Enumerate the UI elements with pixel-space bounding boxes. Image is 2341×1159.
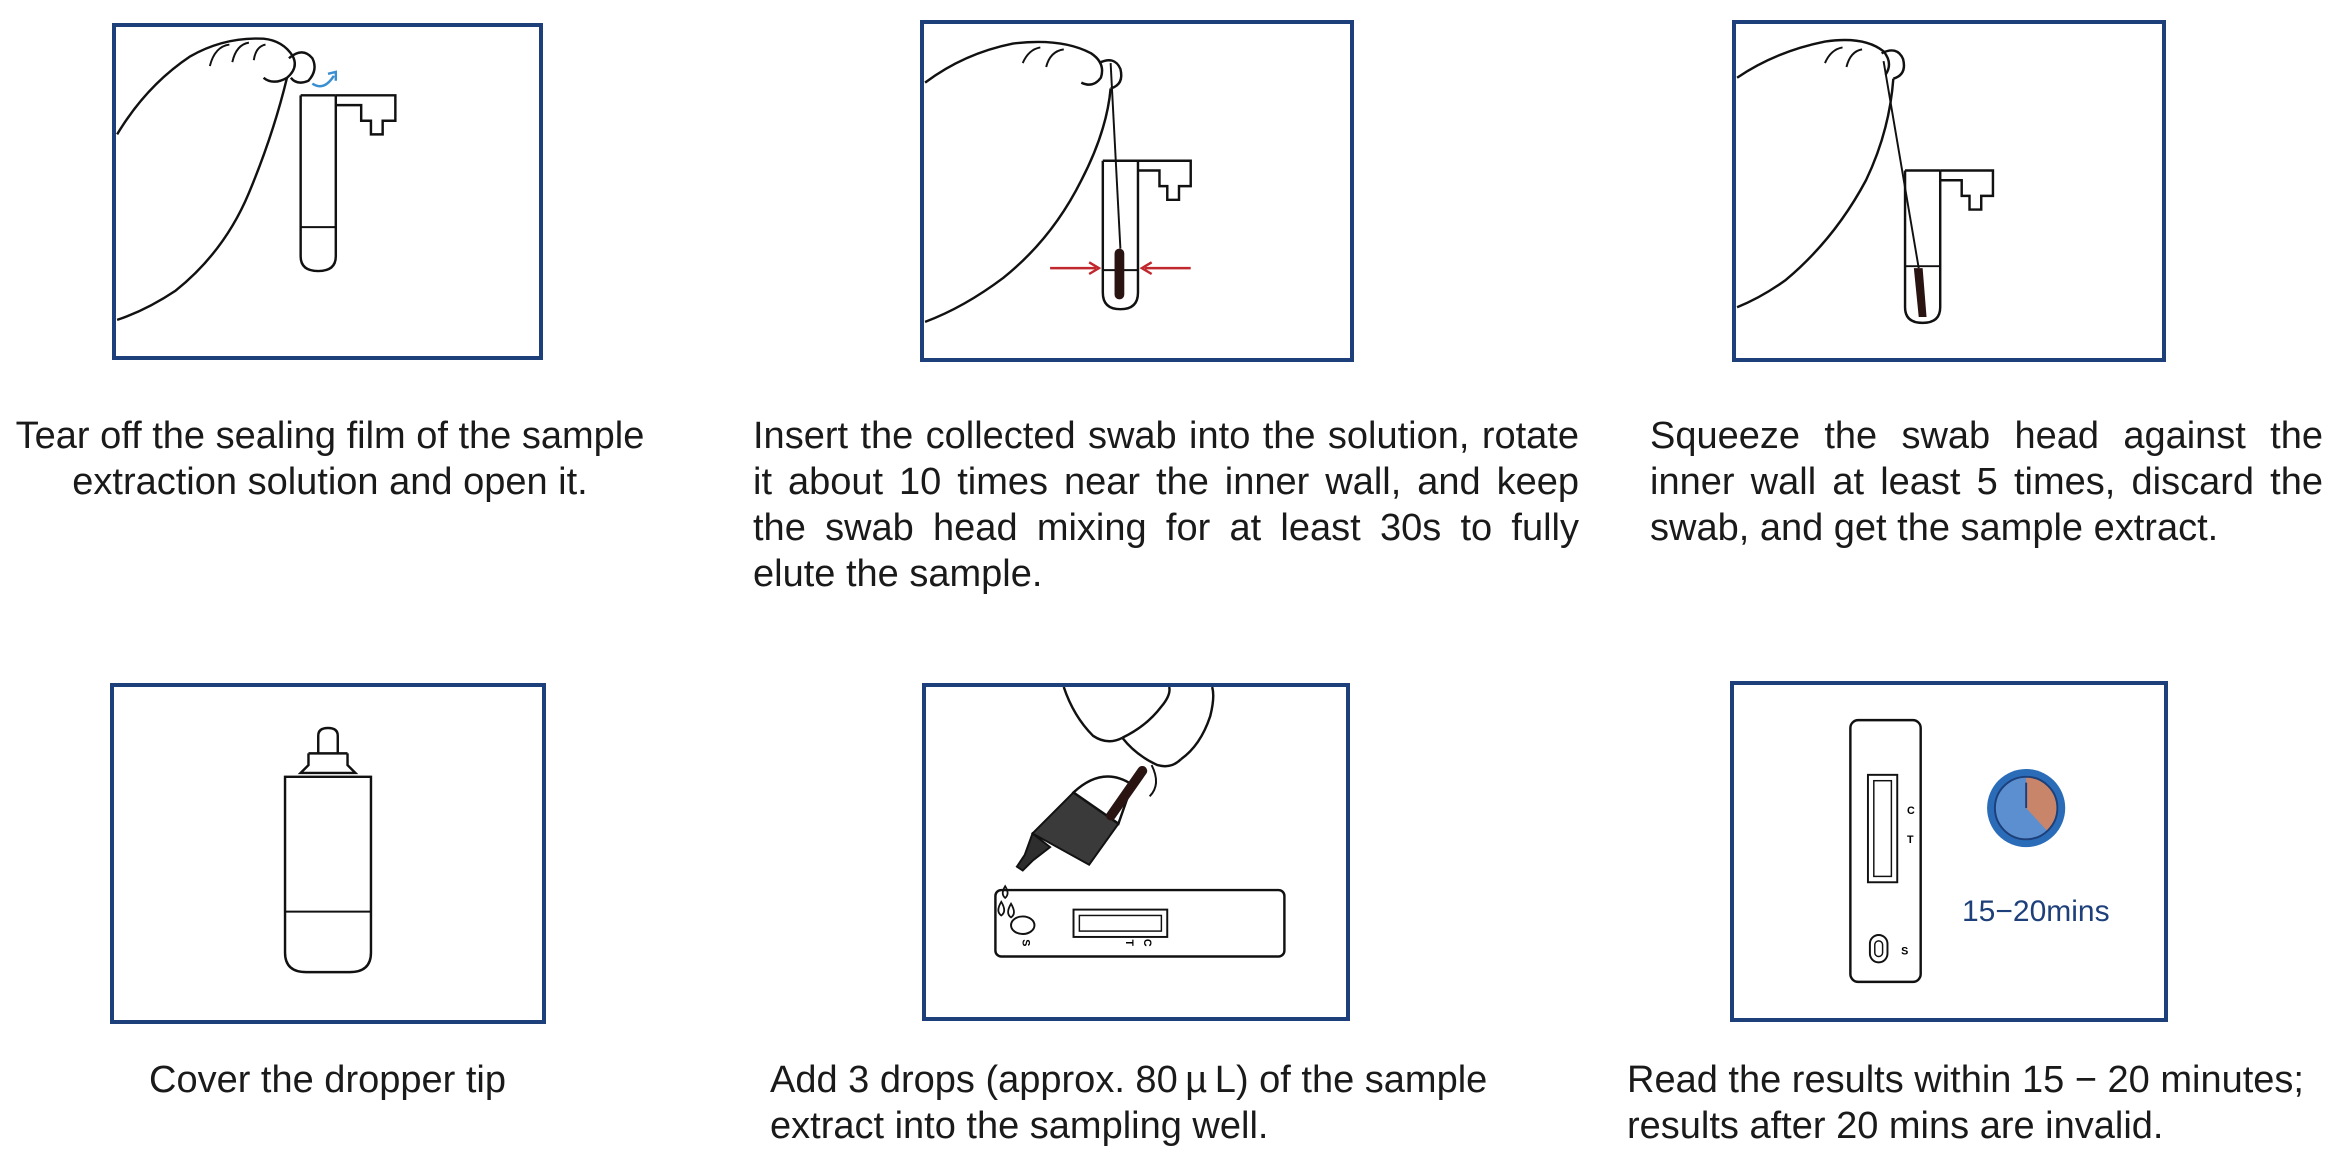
insert-swab-illustration [924, 24, 1350, 358]
step-3-caption [1650, 413, 2323, 551]
cassette-sample-label: S [1901, 945, 1909, 958]
caption-line: extract into the sampling well. [770, 1105, 1269, 1147]
caption-line: extraction solution and open it. [72, 461, 588, 503]
caption-line: Insert the collected swab into the solution, rotate [753, 415, 1579, 457]
caption-line: inner wall at least 5 times, discard the [1650, 461, 2323, 503]
add-drops-illustration [926, 687, 1346, 1017]
tear-film-illustration [116, 27, 539, 356]
cassette-test-label: T [1123, 939, 1136, 947]
cassette-control-label: C [1140, 938, 1153, 947]
cassette-test-label: T [1907, 834, 1914, 847]
step-1-caption [0, 413, 660, 505]
step-4-caption [120, 1057, 535, 1103]
caption-line: Cover the dropper tip [149, 1059, 506, 1101]
cassette-sample-label: S [1019, 939, 1032, 947]
caption-line: swab, and get the sample extract. [1650, 507, 2219, 549]
caption-line: elute the sample. [753, 553, 1043, 595]
cassette-control-label: C [1907, 804, 1915, 817]
caption-line: Squeeze the swab head against the [1650, 415, 2323, 457]
step-5-caption [770, 1057, 1530, 1149]
timer-icon [1987, 769, 2065, 847]
caption-line: Add 3 drops (approx. 80 µ L) of the sample [770, 1059, 1488, 1101]
caption-line: Tear off the sealing film of the sample [15, 415, 645, 457]
step-2-caption [753, 413, 1579, 597]
step-6-illustration [1730, 681, 2168, 1022]
read-results-illustration [1734, 685, 2164, 1018]
caption-line: it about 10 times near the inner wall, and keep [753, 461, 1579, 503]
step-4-illustration [110, 683, 546, 1024]
step-2-illustration [920, 20, 1354, 362]
squeeze-swab-illustration [1736, 24, 2162, 358]
caption-line: results after 20 mins are invalid. [1627, 1105, 2164, 1147]
dropper-tube-illustration [114, 687, 542, 1020]
step-6-caption [1627, 1057, 2341, 1149]
step-5-illustration [922, 683, 1350, 1021]
caption-line: Read the results within 15 − 20 minutes; [1627, 1059, 2304, 1101]
step-3-illustration [1732, 20, 2166, 362]
timer-label: 15−20mins [1962, 895, 2110, 928]
caption-line: the swab head mixing for at least 30s to fully [753, 507, 1579, 549]
step-1-illustration [112, 23, 543, 360]
